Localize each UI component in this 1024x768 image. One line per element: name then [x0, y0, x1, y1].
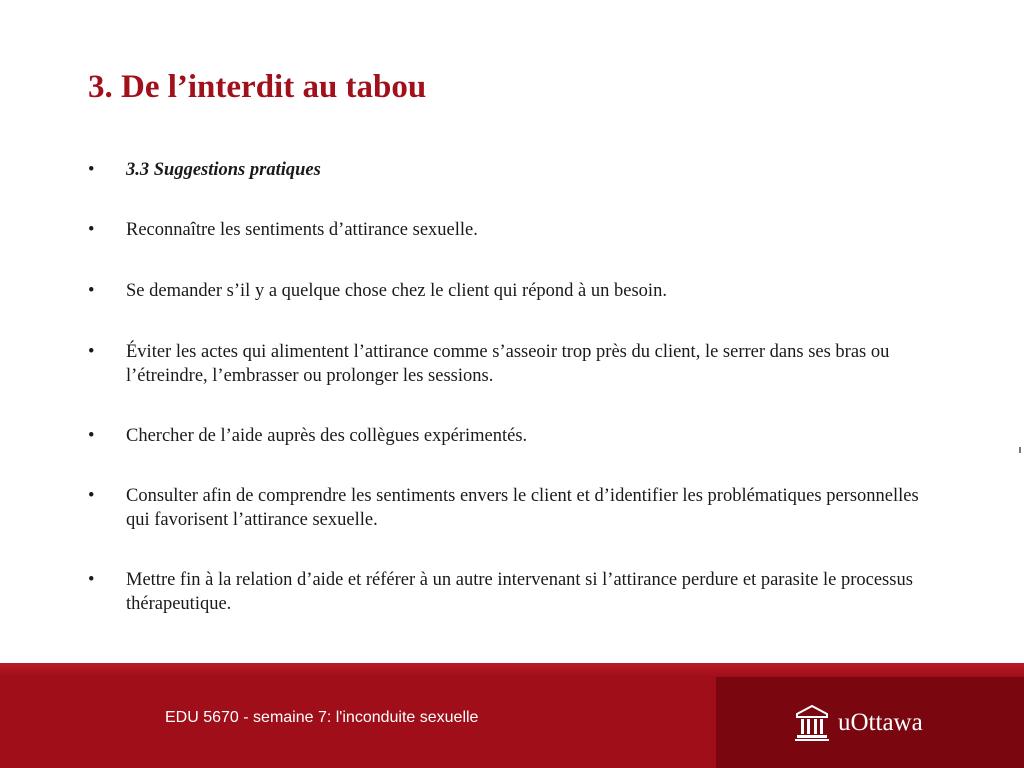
- bullet-item: [88, 424, 928, 448]
- edge-mark: [1019, 447, 1021, 453]
- bullet-item: [88, 484, 928, 532]
- logo-text: uOttawa: [838, 709, 923, 736]
- bullet-mark: •: [88, 570, 95, 590]
- bullet-item: [88, 279, 928, 303]
- bullet-mark: •: [88, 281, 95, 301]
- bullet-text: Mettre fin à la relation d’aide et référer à un autre intervenant si l’attirance perdure et parasite le processus thérapeutique.: [126, 570, 913, 614]
- bullet-item-heading: [88, 158, 928, 182]
- course-label: EDU 5670 - semaine 7: l'inconduite sexuelle: [165, 709, 479, 726]
- bullet-mark: •: [88, 342, 95, 362]
- bullet-text: Consulter afin de comprendre les sentiments envers le client et d’identifier les problématiques personnelles qui favorisent l’attirance sexuelle.: [126, 486, 919, 530]
- bullet-item: [88, 218, 928, 242]
- uottawa-logo: [795, 704, 923, 742]
- bullet-text: Reconnaître les sentiments d’attirance sexuelle.: [126, 220, 478, 240]
- bullet-mark: •: [88, 220, 95, 240]
- bullet-item: [88, 340, 928, 388]
- building-columns-icon: [795, 704, 829, 742]
- slide-title: 3. De l’interdit au tabou: [88, 69, 427, 105]
- bullet-text: 3.3 Suggestions pratiques: [126, 160, 321, 180]
- bullet-mark: •: [88, 426, 95, 446]
- bullet-text: Se demander s’il y a quelque chose chez le client qui répond à un besoin.: [126, 281, 667, 301]
- bullet-text: Chercher de l’aide auprès des collègues expérimentés.: [126, 426, 528, 446]
- bullet-mark: •: [88, 486, 95, 506]
- bullet-item: [88, 568, 928, 616]
- footer-highlight-band: [0, 663, 1024, 677]
- bullet-text: Éviter les actes qui alimentent l’attirance comme s’asseoir trop près du client, le serrer dans ses bras ou l’étreindre, l’embrasser ou prolonger les sessions.: [126, 342, 890, 386]
- bullet-mark: •: [88, 160, 95, 180]
